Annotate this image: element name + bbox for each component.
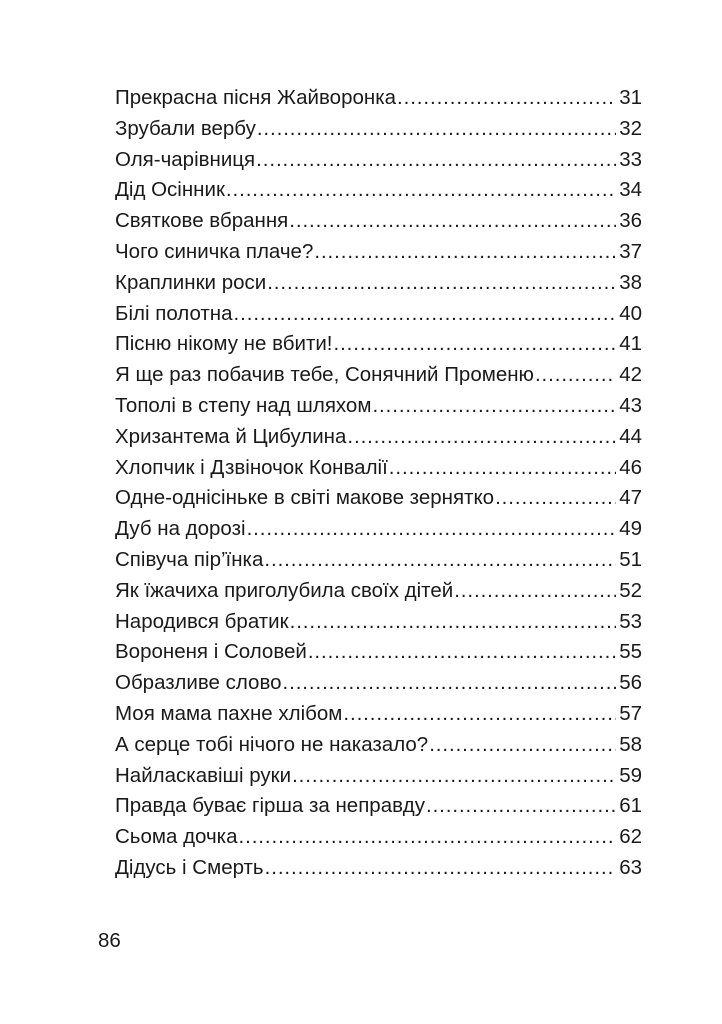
toc-entry-title: Дід Осінник — [115, 178, 225, 202]
toc-entry — [115, 360, 642, 391]
toc-entry — [115, 391, 642, 422]
toc-entry — [115, 483, 642, 514]
toc-entry-page: 57 — [619, 701, 642, 725]
page-number: 86 — [98, 929, 121, 952]
toc-entry-title: Пісню нікому не вбити! — [115, 332, 333, 356]
toc-entry-title: Краплинки роси — [115, 270, 267, 294]
toc-dot-leader — [389, 453, 616, 484]
toc-entry-title: Вороненя і Соловей — [115, 640, 307, 664]
toc-entry-page: 46 — [619, 455, 642, 479]
toc-entry-page: 38 — [619, 270, 642, 294]
toc-entry — [115, 791, 642, 822]
toc-entry-title: Зрубали вербу — [115, 116, 256, 140]
toc-entry-page: 58 — [619, 732, 642, 756]
toc-dot-leader — [495, 483, 616, 514]
toc-entry-page: 63 — [619, 855, 642, 879]
toc-entry-title: Святкове вбрання — [115, 209, 289, 233]
toc-entry-title: Білі полотна — [115, 301, 233, 325]
toc-entry — [115, 237, 642, 268]
toc-entry-page: 55 — [619, 640, 642, 664]
toc-entry-page: 53 — [619, 609, 642, 633]
toc-entry-title: Як їжачиха приголубила своїх дітей — [115, 578, 454, 602]
table-of-contents — [115, 83, 642, 884]
toc-entry-title: Хлопчик і Дзвіночок Конвалії — [115, 455, 388, 479]
toc-entry-page: 59 — [619, 763, 642, 787]
toc-entry — [115, 699, 642, 730]
toc-entry-page: 43 — [619, 393, 642, 417]
toc-entry — [115, 514, 642, 545]
toc-dot-leader — [247, 514, 616, 545]
toc-dot-leader — [290, 607, 616, 638]
toc-entry — [115, 268, 642, 299]
toc-dot-leader — [283, 668, 616, 699]
toc-dot-leader — [347, 422, 616, 453]
toc-entry-page: 49 — [619, 517, 642, 541]
toc-entry-page: 56 — [619, 671, 642, 695]
toc-entry — [115, 576, 642, 607]
toc-entry-title: Одне-однісіньке в світі макове зернятко — [115, 486, 495, 510]
toc-entry-page: 37 — [619, 239, 642, 263]
toc-entry-title: Дідусь і Смерть — [115, 855, 264, 879]
toc-dot-leader — [289, 206, 616, 237]
toc-dot-leader — [314, 237, 616, 268]
toc-entry-page: 47 — [619, 486, 642, 510]
toc-entry-title: А серце тобі нічого не наказало? — [115, 732, 429, 756]
toc-entry — [115, 761, 642, 792]
toc-entry — [115, 422, 642, 453]
toc-entry-page: 32 — [619, 116, 642, 140]
toc-entry-title: Правда буває гірша за неправду — [115, 794, 425, 818]
toc-entry-title: Чого синичка плаче? — [115, 239, 314, 263]
toc-entry-page: 34 — [619, 178, 642, 202]
toc-dot-leader — [256, 145, 616, 176]
toc-entry — [115, 637, 642, 668]
toc-entry — [115, 206, 642, 237]
toc-dot-leader — [292, 761, 616, 792]
toc-dot-leader — [343, 699, 616, 730]
toc-entry — [115, 329, 642, 360]
toc-entry-page: 61 — [619, 794, 642, 818]
toc-dot-leader — [267, 268, 616, 299]
toc-entry-title: Прекрасна пісня Жайворонка — [115, 86, 397, 109]
toc-entry-page: 36 — [619, 209, 642, 233]
toc-entry-title: Я ще раз побачив тебе, Сонячний Променю — [115, 363, 534, 387]
toc-dot-leader — [397, 83, 616, 114]
toc-entry-title: Хризантема й Цибулина — [115, 424, 347, 448]
toc-entry-page: 52 — [619, 578, 642, 602]
toc-dot-leader — [265, 853, 616, 884]
toc-entry-page: 41 — [619, 332, 642, 356]
toc-entry — [115, 299, 642, 330]
toc-entry-title: Моя мама пахне хлібом — [115, 701, 343, 725]
toc-entry — [115, 822, 642, 853]
toc-entry — [115, 114, 642, 145]
toc-entry — [115, 853, 642, 884]
toc-entry — [115, 83, 642, 114]
toc-dot-leader — [226, 175, 616, 206]
toc-dot-leader — [257, 114, 616, 145]
toc-dot-leader — [333, 329, 616, 360]
toc-entry — [115, 730, 642, 761]
toc-entry — [115, 668, 642, 699]
toc-entry-page: 62 — [619, 825, 642, 849]
toc-entry-title: Співуча пір’їнка — [115, 547, 264, 571]
toc-dot-leader — [429, 730, 616, 761]
toc-entry-title: Найласкавіші руки — [115, 763, 292, 787]
toc-dot-leader — [234, 299, 616, 330]
toc-entry-title: Дуб на дорозі — [115, 517, 246, 541]
toc-entry-page: 31 — [619, 86, 642, 109]
toc-entry — [115, 175, 642, 206]
toc-dot-leader — [426, 791, 616, 822]
toc-entry-title: Сьома дочка — [115, 825, 238, 849]
toc-entry-title: Народився братик — [115, 609, 289, 633]
toc-dot-leader — [239, 822, 617, 853]
toc-entry-page: 42 — [619, 363, 642, 387]
toc-entry — [115, 453, 642, 484]
toc-dot-leader — [264, 545, 616, 576]
toc-entry-page: 40 — [619, 301, 642, 325]
toc-entry — [115, 545, 642, 576]
toc-dot-leader — [535, 360, 616, 391]
toc-entry — [115, 607, 642, 638]
toc-entry-page: 44 — [619, 424, 642, 448]
toc-entry-title: Образливе слово — [115, 671, 282, 695]
toc-entry-page: 51 — [619, 547, 642, 571]
toc-entry-title: Оля-чарівниця — [115, 147, 256, 171]
toc-dot-leader — [372, 391, 616, 422]
toc-dot-leader — [308, 637, 616, 668]
toc-entry-title: Тополі в степу над шляхом — [115, 393, 372, 417]
toc-dot-leader — [454, 576, 616, 607]
toc-entry — [115, 145, 642, 176]
toc-entry-page: 33 — [619, 147, 642, 171]
